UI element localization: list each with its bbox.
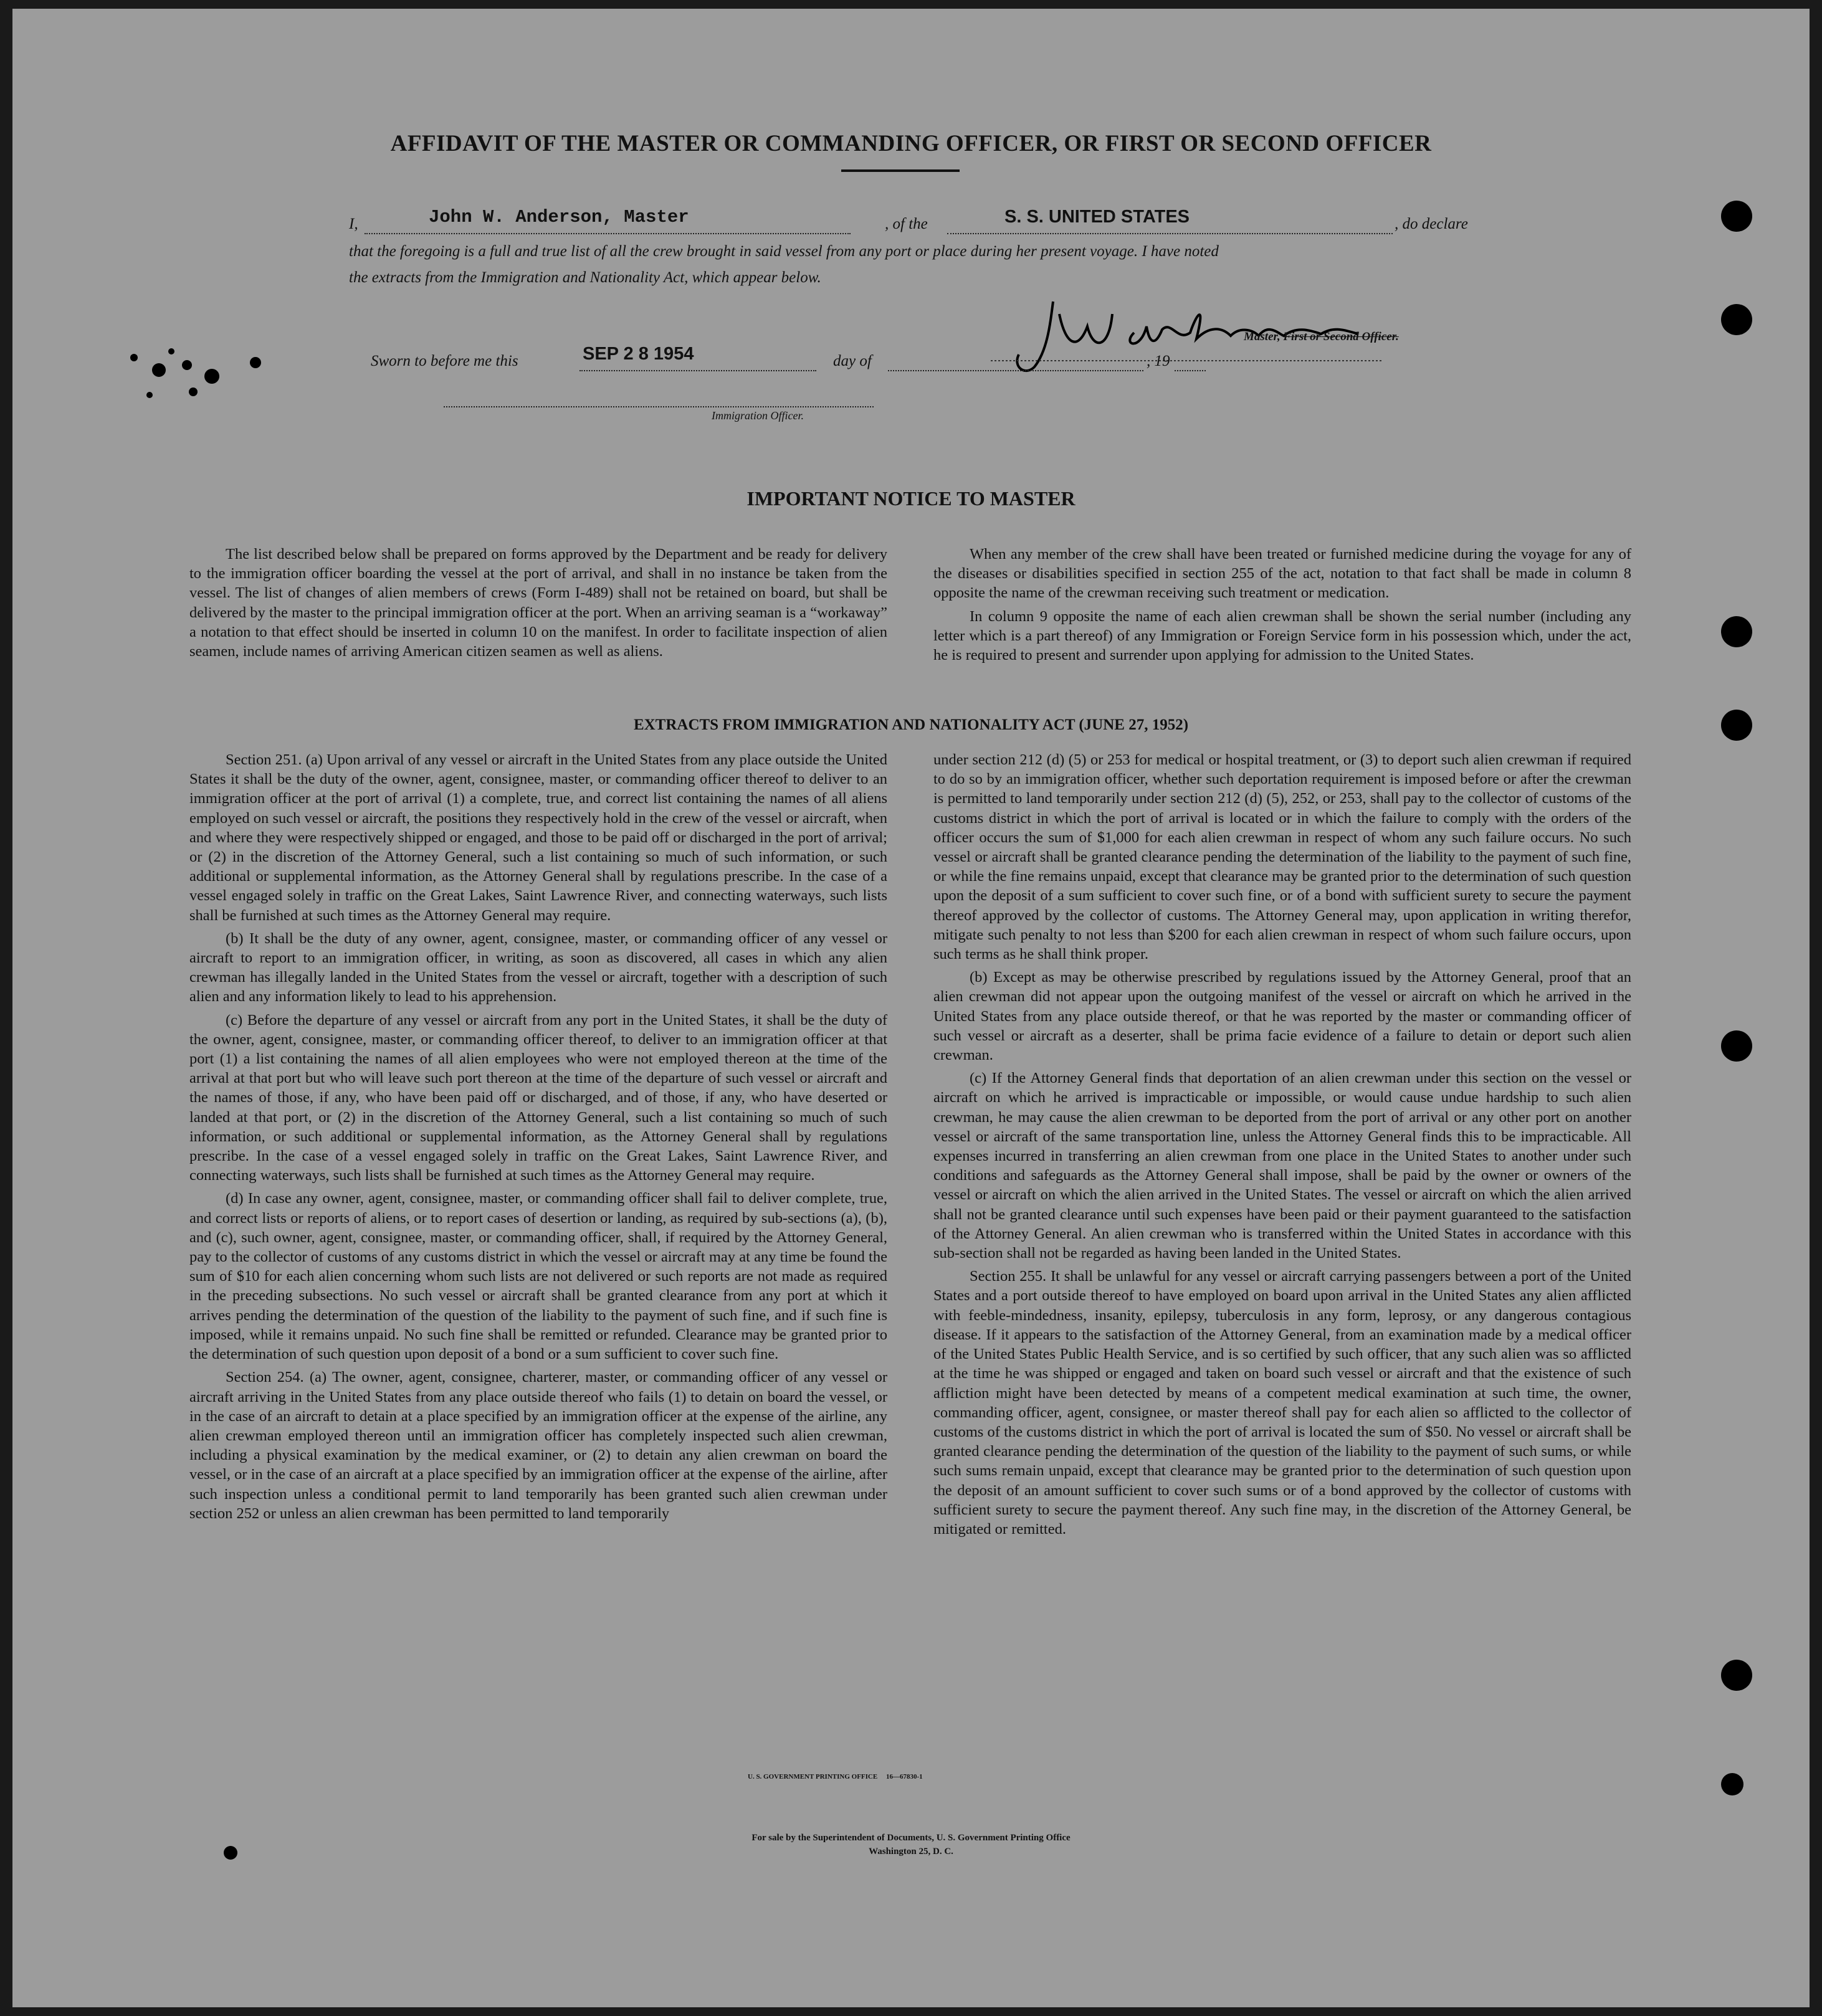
notice-paragraph: In column 9 opposite the name of each alien crewman shall be shown the serial number (including any letter which is a part thereof) of any Immigration or Foreign Service form in his possession which, under the act, he is required to present and surrender upon applying for admission to the United States. xyxy=(933,607,1631,664)
master-name-field[interactable]: John W. Anderson, Master xyxy=(429,207,689,227)
month-blank xyxy=(888,351,1143,371)
document-title: AFFIDAVIT OF THE MASTER OR COMMANDING OFFICER, OR FIRST OR SECOND OFFICER xyxy=(390,131,1432,156)
section-254b: (b) Except as may be otherwise prescribed by regulations issued by the Attorney General, proof that an alien crewman did not appear upon the outgoing manifest of the vessel or aircraft on which he arrived in the United States from any place outside thereof, or that he was reported by the master or commanding officer of such vessel or aircraft as a deserter, shall be prima facie evidence of a failure to detain or deport such alien crewman. xyxy=(933,969,1631,1064)
footer-sale-line: For sale by the Superintendent of Documents, U. S. Government Printing Office xyxy=(751,1833,1071,1843)
section-251c: (c) Before the departure of any vessel or aircraft from any port in the United States, it shall be the duty of the owner, agent, consignee, master, or commanding officer thereof, to deliver to an immigration officer at that port (1) a list containing the names of all alien employees who were not employed thereon at the time of the arrival at that port but who will leave such port thereon at the time of the departure of such vessel or aircraft and the names of those, if any, who have been paid off or discharged, and of those, if any, who have deserted or landed at that port, or (2) in the discretion of the Attorney General, such a list containing so much of such information, or such additional or supplemental information, as the Attorney General shall by regulations prescribe. In the case of a vessel engaged solely in traffic on the Great Lakes, Saint Lawrence River, and connecting waterways, such lists shall be furnished at such times as the Attorney General may require. xyxy=(189,1011,887,1184)
declaration-line-3: the extracts from the Immigration and Nationality Act, which appear below. xyxy=(349,269,821,286)
vessel-name-field[interactable]: S. S. UNITED STATES xyxy=(1004,207,1190,227)
sworn-prefix: Sworn to before me this xyxy=(371,353,518,369)
master-title-label xyxy=(1244,330,1399,344)
affidavit-page xyxy=(12,9,1810,2007)
sworn-date-stamp[interactable]: SEP 2 8 1954 xyxy=(583,344,694,364)
declaration-prefix: I, xyxy=(349,216,358,232)
extracts-right-column xyxy=(933,750,1631,1543)
section-254c: (c) If the Attorney General finds that deportation of an alien crewman under this section on the vessel or aircraft on which he arrived is impracticable or impossible, or would cause undue hardship to such alien crewman, he may cause the alien crewman to be deported from the port of arrival or any other port on another vessel or aircraft of the same transportation line, unless the Attorney General finds this to be impracticable. All expenses incurred in transferring an alien crewman from one place in the United States to another under such conditions and safeguards as the Attorney General shall impose, shall be paid by the owner or owners of the vessel or aircraft on which the alien arrived in the United States. The vessel or aircraft on which the alien arrived shall not be granted clearance until such expenses have been paid or their payment guaranteed to the satisfaction of the Attorney General. An alien crewman who is transferred within the United States in accordance with this sub-section shall not be regarded as having been landed in the United States. xyxy=(933,1070,1631,1262)
extracts-heading: EXTRACTS FROM IMMIGRATION AND NATIONALITY ACT (JUNE 27, 1952) xyxy=(633,716,1189,733)
year-prefix: , 19 xyxy=(1147,353,1170,369)
punch-hole xyxy=(1721,1773,1743,1795)
day-of-label: day of xyxy=(833,353,872,369)
notice-right-column xyxy=(933,544,1631,668)
section-251d: (d) In case any owner, agent, consignee, master, or commanding officer shall fail to deliver complete, true, and correct lists or reports of aliens, or to report cases of desertion or landing, as required by sub-sections (a), (b), and (c), such owner, agent, consignee, master, or commanding officer, shall, if required by the Attorney General, pay to the collector of customs of any customs district in which the vessel or aircraft may at any time be found the sum of $10 for each alien concerning whom such lists are not delivered or such reports are not made as required in the preceding subsections. No such vessel or aircraft shall be granted clearance from any port at which it arrives pending the determination of the question of the liability to the payment of such fine, and if such fine is imposed, while it remains unpaid. No such fine shall be remitted or refunded. Clearance may be granted prior to the determination of such question upon deposit of a bond or a sum sufficient to cover such fine. xyxy=(189,1190,887,1363)
punch-hole xyxy=(1721,201,1752,232)
struck-officer-label: First or Second Officer. xyxy=(1283,330,1399,343)
declaration-line-2: that the foregoing is a full and true list of all the crew brought in said vessel from any port or place during her present voyage. I have noted xyxy=(349,243,1219,260)
punch-hole xyxy=(1721,1030,1752,1062)
notice-paragraph: When any member of the crew shall have been treated or furnished medicine during the voyage for any of the diseases or disabilities specified in section 255 of the act, notation to that fact shall be made in column 8 opposite the name of the crewman receiving such treatment or medication. xyxy=(933,546,1631,602)
punch-hole xyxy=(1721,304,1752,335)
declaration-line-1 xyxy=(349,207,1483,232)
notice-heading: IMPORTANT NOTICE TO MASTER xyxy=(746,487,1076,510)
punch-hole xyxy=(1721,1660,1752,1691)
section-254a-continued: under section 212 (d) (5) or 253 for medical or hospital treatment, or (3) to deport such alien crewman if required to do so by an immigration officer, whether such deportation requirement is imposed before or after the crewman is permitted to land temporarily under section 212 (d) (5), 252, or 253, shall pay to the collector of customs of the customs district in which the port of arrival is located or in which the failure to comply with the orders of the officer occurs the sum of $1,000 for each alien crewman in respect of whom any such failure occurs. No such vessel or aircraft shall be granted clearance pending the determination of the liability to the payment of such fine, or while the fine remains unpaid, except that clearance may be granted prior to the determination of such question upon the deposit of a sum sufficient to cover such fine, or of a bond with sufficient surety to secure the payment thereof approved by the collector of customs. The Attorney General may, upon application in writing therefor, mitigate such penalty to not less than $200 for each alien crewman in respect of whom such failure occurs, upon such terms as he shall think proper. xyxy=(933,751,1631,963)
section-254a: Section 254. (a) The owner, agent, consignee, charterer, master, or commanding officer of any vessel or aircraft arriving in the United States from any place outside thereof who fails (1) to detain on board the vessel, or in the case of an aircraft to detain at a place specified by an immigration officer at the expense of the airline, any alien crewman employed thereon until an immigration officer has completely inspected such alien crewman, including a physical examination by the medical examiner, or (2) to detain any alien crewman on board the vessel, or in the case of an aircraft at a place specified by an immigration officer at the expense of the airline, after such inspection unless a conditional permit to land temporarily has been granted such alien crewman under section 252 or unless an alien crewman has been permitted to land temporarily xyxy=(189,1369,887,1522)
ink-blot-marks xyxy=(87,333,287,420)
year-blank xyxy=(1175,351,1206,371)
section-255: Section 255. It shall be unlawful for any vessel or aircraft carrying passengers between a port of the United States and a port outside thereof to have employed on board upon arrival in the United States any alien afflicted with feeble-mindedness, insanity, epilepsy, tuberculosis in any form, leprosy, or any dangerous contagious disease. If it appears to the satisfaction of the Attorney General, from an examination made by a medical officer of the United States Public Health Service, and is so certified by such officer, that any such alien was so afflicted at the time he was shipped or engaged and taken on board such vessel or aircraft and that the existence of such affliction might have been detected by means of a competent medical examination at such time, the owner, commanding officer, agent, consignee, or master thereof shall pay for each alien so afflicted to the collector of customs of the customs district in which the port of arrival is located the sum of $50. No vessel or aircraft shall be granted clearance pending the determination of the question of the liability to the payment of such sums, or while such sums remain unpaid, except that clearance may be granted prior to the determination of such question upon the deposit of an amount sufficient to cover such sums or of a bond approved by the collector of customs with sufficient surety to secure the payment thereof. Any such fine may, in the discretion of the Attorney General, be mitigated or remitted. xyxy=(933,1268,1631,1538)
do-declare-label: , do declare xyxy=(1395,216,1468,232)
section-251b: (b) It shall be the duty of any owner, agent, consignee, master, or commanding officer of any vessel or aircraft to report to an immigration officer, in writing, as soon as discovered, all cases in which any alien crewman has illegally landed in the United States from the vessel or aircraft, together with a description of such alien and any information likely to lead to his apprehension. xyxy=(189,930,887,1006)
sworn-line xyxy=(371,339,1206,370)
punch-hole xyxy=(1721,616,1752,647)
extracts-left-column xyxy=(189,750,887,1527)
immigration-officer-signature-line xyxy=(444,391,874,407)
printing-office-mark: U. S. GOVERNMENT PRINTING OFFICE 16—67830-1 xyxy=(748,1773,923,1781)
footer-address-line: Washington 25, D. C. xyxy=(869,1847,953,1857)
immigration-officer-label: Immigration Officer. xyxy=(712,409,804,422)
notice-left-column xyxy=(189,544,887,665)
notice-paragraph: The list described below shall be prepared on forms approved by the Department and be ready for delivery to the immigration officer boarding the vessel at the port of arrival, and shall in no instance be taken from the vessel. The list of changes of alien members of crews (Form I-489) shall not be retained on board, but shall be delivered by the master to the principal immigration officer at the port. When an arriving seaman is a “workaway” a notation to that effect should be inserted in column 10 on the manifest. In order to facilitate inspection of alien seamen, include names of arriving American citizen seamen as well as aliens. xyxy=(189,546,887,660)
section-251a: Section 251. (a) Upon arrival of any vessel or aircraft in the United States from any place outside the United States it shall be the duty of the owner, agent, consignee, master, or commanding officer thereof to deliver to an immigration officer at the port of arrival (1) a complete, true, and correct list containing the names of all aliens employed on such vessel or aircraft, the positions they respectively hold in the crew of the vessel or aircraft, when and where they were respectively shipped or engaged, and those to be paid off or discharged in the port of arrival; or (2) in the discretion of the Attorney General, such a list containing so much of such information, or such additional or supplemental information, as the Attorney General shall by regulations prescribe. In the case of a vessel engaged solely in traffic on the Great Lakes, Saint Lawrence River, and connecting waterways, such lists shall be furnished at such times as the Attorney General may require. xyxy=(189,751,887,924)
master-label: Master, xyxy=(1244,330,1281,343)
of-the-label: , of the xyxy=(885,216,928,232)
title-rule xyxy=(841,169,960,172)
